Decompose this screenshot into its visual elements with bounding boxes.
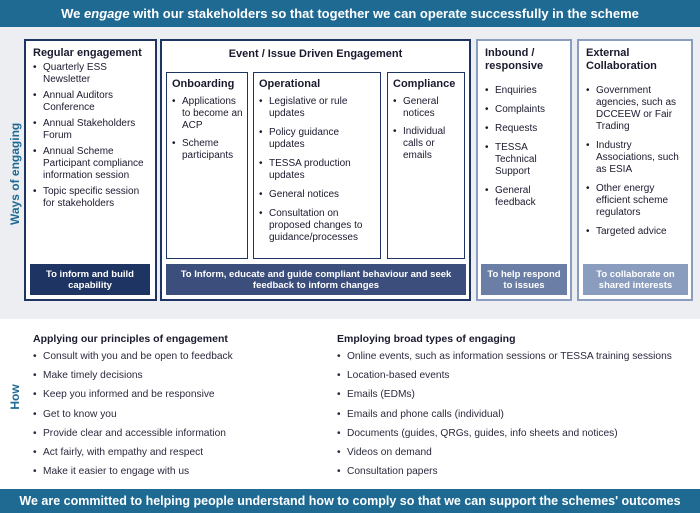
list-item: • Scheme participants	[172, 138, 243, 162]
inbound-box	[476, 39, 572, 301]
list-item: • Location-based events	[337, 370, 699, 382]
list-item: • Annual Auditors Conference	[33, 90, 148, 114]
types-column	[337, 333, 699, 485]
header-emphasis: engage	[84, 6, 130, 21]
regular-engagement-list	[33, 62, 148, 210]
list-item: • Keep you informed and be responsive	[33, 389, 323, 401]
list-item: • Provide clear and accessible information	[33, 428, 323, 440]
list-item: • General feedback	[485, 185, 563, 209]
compliance-box	[387, 72, 465, 259]
external-list	[586, 85, 684, 238]
header-text-after: with our stakeholders so that together we can operate successfully in the scheme	[129, 6, 639, 21]
list-item: • General notices	[259, 189, 376, 201]
onboarding-list	[172, 96, 243, 162]
list-item: • Complaints	[485, 104, 563, 116]
list-item: • Act fairly, with empathy and respect	[33, 447, 323, 459]
header-banner	[0, 0, 700, 27]
list-item: • Documents (guides, QRGs, guides, info sheets and notices)	[337, 428, 699, 440]
list-item: • TESSA Technical Support	[485, 142, 563, 178]
list-item: • Legislative or rule updates	[259, 96, 376, 120]
list-item: • Annual Scheme Participant compliance information session	[33, 146, 148, 182]
list-item: • Government agencies, such as DCCEEW or Fair Trading	[586, 85, 684, 133]
list-item: • Topic specific session for stakeholders	[33, 186, 148, 210]
list-item: • TESSA production updates	[259, 158, 376, 182]
operational-box	[253, 72, 381, 259]
list-item: • Enquiries	[485, 85, 563, 97]
inbound-purpose: To help respond to issues	[481, 264, 567, 295]
compliance-title: Compliance	[393, 78, 456, 90]
list-item: • Targeted advice	[586, 226, 684, 238]
inbound-title: Inbound / responsive	[485, 47, 544, 72]
footer-banner: We are committed to helping people understand how to comply so that we can support the schemes' outcomes	[0, 489, 700, 513]
list-item: • Annual Stakeholders Forum	[33, 118, 148, 142]
types-list	[337, 351, 699, 478]
ways-of-engaging-label: Ways of engaging	[8, 122, 22, 225]
onboarding-box	[166, 72, 248, 259]
regular-engagement-title: Regular engagement	[33, 47, 142, 59]
list-item: • Industry Associations, such as ESIA	[586, 140, 684, 176]
list-item: • Policy guidance updates	[259, 127, 376, 151]
event-purpose: To Inform, educate and guide compliant behaviour and seek feedback to inform changes	[166, 264, 466, 295]
list-item: • Consultation on proposed changes to guidance/processes	[259, 208, 376, 244]
header-text-before: We	[61, 6, 85, 21]
list-item: • Individual calls or emails	[393, 126, 460, 162]
types-title: Employing broad types of engaging	[337, 333, 516, 345]
operational-list	[259, 96, 376, 244]
list-item: • General notices	[393, 96, 460, 120]
onboarding-title: Onboarding	[172, 78, 235, 90]
operational-title: Operational	[259, 78, 321, 90]
list-item: • Quarterly ESS Newsletter	[33, 62, 148, 86]
inbound-list	[485, 85, 563, 209]
regular-purpose: To inform and build capability	[30, 264, 150, 295]
principles-title: Applying our principles of engagement	[33, 333, 228, 345]
external-purpose: To collaborate on shared interests	[583, 264, 688, 295]
list-item: • Get to know you	[33, 409, 323, 421]
how-label: How	[8, 384, 22, 410]
principles-column	[33, 333, 323, 485]
list-item: • Requests	[485, 123, 563, 135]
list-item: • Emails (EDMs)	[337, 389, 699, 401]
regular-engagement-box	[24, 39, 157, 301]
event-driven-title: Event / Issue Driven Engagement	[228, 48, 403, 60]
list-item: • Make it easier to engage with us	[33, 466, 323, 478]
list-item: • Consultation papers	[337, 466, 699, 478]
list-item: • Online events, such as information sessions or TESSA training sessions	[337, 351, 699, 363]
list-item: • Emails and phone calls (individual)	[337, 409, 699, 421]
list-item: • Consult with you and be open to feedback	[33, 351, 323, 363]
list-item: • Make timely decisions	[33, 370, 323, 382]
compliance-list	[393, 96, 460, 162]
principles-list	[33, 351, 323, 478]
list-item: • Videos on demand	[337, 447, 699, 459]
external-box	[577, 39, 693, 301]
external-title: External Collaboration	[586, 47, 657, 72]
list-item: • Applications to become an ACP	[172, 96, 243, 132]
list-item: • Other energy efficient scheme regulators	[586, 183, 684, 219]
